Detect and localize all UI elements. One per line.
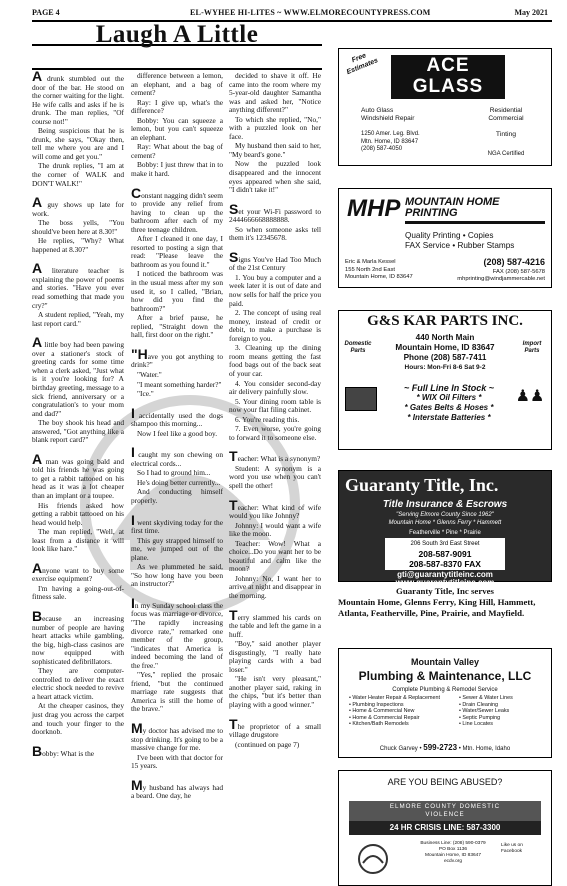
paragraph — [32, 742, 124, 759]
paragraph — [131, 511, 223, 536]
drop-cap: A — [32, 194, 43, 211]
paragraph — [229, 741, 321, 750]
paragraph-text: "He isn't very pleasant," another player said, raking in the chips, "but it's better than playing with a good winner." — [229, 674, 321, 709]
drop-cap: A — [32, 334, 43, 351]
mv-name1: Mountain Valley — [410, 657, 479, 667]
paragraph — [229, 715, 321, 740]
paragraph — [32, 311, 124, 328]
logo-line-1: ACE — [426, 55, 470, 76]
drop-cap: T — [229, 496, 238, 513]
mv-name2: Plumbing & Maintenance, LLC — [358, 669, 532, 683]
paragraph-text: erry slammed his cards on the table and left the game in a huff. — [229, 612, 321, 639]
paragraph — [131, 671, 223, 714]
paragraph — [131, 469, 223, 478]
ace-glass-ad — [338, 48, 552, 166]
paragraph-text: Student: A synonym is a word you use when you can't spell the other! — [229, 463, 321, 490]
abuse-hotline-ad — [338, 770, 552, 886]
paragraph-text: little boy had been pawing over a stationer's stock of greeting cards for some time when a clerk asked, "Just what is it you're looking for? A birthday greeting, message to a sick friend, anniversary or a congratulation's to your mom and dad?" — [32, 340, 124, 418]
paragraph-text: Bobby: I just threw that in to make it hard. — [131, 160, 223, 179]
drop-cap: T — [229, 715, 238, 732]
paragraph-text: His friends asked how getting a rabbit tattooed on his head would help. — [32, 500, 124, 527]
paragraph — [131, 117, 223, 143]
paragraph-text: 5. Your dining room table is now your flat filing cabinet. — [229, 396, 321, 415]
paragraph-text: man was going bald and told his friends he was going to get a rabbit tattooed on his head as it was a lot cheaper than an implant or a toupee. — [32, 456, 124, 500]
ace-services-left: Auto Glass Windshield Repair — [361, 107, 415, 122]
guaranty-title-ad — [338, 470, 552, 587]
drop-cap: I — [131, 404, 135, 421]
paragraph — [131, 479, 223, 488]
drop-cap: B — [32, 742, 43, 759]
paragraph — [229, 675, 321, 709]
paragraph — [229, 522, 321, 539]
paragraph-text: decided to shave it off. He came into the room where my 5-year-old daughter Samantha was and asked her, "Notice anything different?" — [229, 71, 321, 115]
dv-org: ELMORE COUNTY DOMESTIC VIOLENCE — [349, 801, 541, 821]
paragraph-text: Ray: What about the bag of cement? — [131, 142, 223, 160]
bowling-pins-icon: ♟♟ — [515, 388, 545, 405]
paragraph-text: To which she replied, "No," with a puzzled look on her face. — [229, 114, 321, 141]
paragraph-text: The man replied, "Well, at least from a distance it will look like hare." — [32, 527, 124, 554]
paragraph — [229, 465, 321, 491]
paragraph-text: guy shows up late for work. — [32, 200, 124, 218]
paragraph — [229, 416, 321, 425]
drop-cap: A — [32, 559, 43, 576]
paragraph — [32, 194, 124, 218]
paragraph-text: Ray: I give up, what's the difference? — [131, 97, 223, 116]
paragraph-text: 2. The concept of using real money, instead of credit or debit, to make a purchase is foreign to you. — [229, 308, 321, 343]
drop-cap: M — [131, 776, 143, 793]
paragraph-text: I'm having a going-out-of-fitness sale. — [32, 583, 124, 602]
paragraph-text: y husband has always had a beard. One day, he — [131, 782, 223, 801]
paragraph-text: They are computer-controlled to deliver the exact electric shock needed to revive a heart attack victim. — [32, 666, 124, 701]
paragraph — [32, 219, 124, 236]
paragraph-text: ecause an increasing number of people are having heart attacks while gambling, the big, high-class casinos are now equipped with sophisticated defibrillators. — [32, 613, 124, 666]
paragraph — [131, 161, 223, 178]
mountain-valley-ad — [338, 648, 552, 758]
paragraph — [229, 640, 321, 674]
paragraph — [131, 594, 223, 670]
dv-contact: Business Line: (208) 590-0379 PO Box 1136 Mountain Home, ID 83647 ecdv.org — [420, 841, 486, 864]
paragraph-text: went skydiving today for the first time. — [131, 517, 223, 536]
paragraph — [32, 450, 124, 501]
paragraph — [131, 314, 223, 340]
paragraph-text: "I meant something harder?" — [137, 379, 222, 389]
paragraph — [229, 200, 321, 225]
drop-cap: C — [131, 184, 142, 201]
paragraph-text: 1. You buy a computer and a week later it is out of date and now sells for half the price you paid. — [229, 272, 321, 308]
paragraph-text: Now I feel like a good boy. — [137, 428, 218, 438]
paragraph-text: He's doing better currently... — [137, 477, 221, 487]
paragraph — [32, 334, 124, 418]
mv-contact: Chuck Garvey • 599-2723 • Mtn. Home, Idaho — [379, 743, 511, 752]
paragraph — [229, 425, 321, 442]
paragraph — [229, 575, 321, 601]
paragraph — [131, 270, 223, 313]
paragraph-text: (continued on page 7) — [235, 739, 300, 749]
paragraph — [32, 260, 124, 310]
paragraph-text: et your Wi-Fi password to 2444666668888888. — [229, 206, 321, 225]
paragraph-text: igns You've Had Too Much of the 21st Century — [229, 254, 321, 273]
paragraph — [229, 398, 321, 415]
paragraph-text: difference between a lemon, an elephant, and a bag of cement? — [131, 71, 223, 98]
paragraph-text: This guy strapped himself to me, we jumped out of the plane. — [131, 535, 223, 562]
paragraph-text: And conducting himself properly. — [131, 487, 223, 505]
issue-date: May 2021 — [514, 8, 548, 17]
paragraph — [32, 559, 124, 584]
paragraph — [32, 127, 124, 161]
paragraph-text: I've been with that doctor for 15 years. — [131, 752, 223, 771]
paragraph — [131, 537, 223, 563]
gt-address: Featherville * Pine * Prairie — [409, 530, 481, 536]
paragraph-text: I noticed the bathroom was in the usual mess after my son used it, so I called, "Brian, how did you find the bathroom?" — [131, 269, 223, 313]
drop-cap: S — [229, 200, 239, 217]
paragraph — [131, 184, 224, 235]
article-column-1 — [32, 68, 124, 866]
paragraph-text: n my Sunday school class the focus was marriage or divorce, "The rapidly increasing divorce rate," remarked one member of the group, "indicates that America is indeed becoming the land of the free." — [131, 600, 223, 670]
mhp-services: Quality Printing • Copies FAX Service • Rubber Stamps — [405, 231, 515, 250]
paragraph — [131, 381, 223, 390]
paragraph — [229, 72, 321, 115]
divider — [405, 221, 545, 224]
paragraph-text: "Yes," replied the prosaic friend, "but the continued marriage rate suggests that America is still the home of the brave." — [131, 670, 223, 714]
paragraph — [32, 607, 124, 666]
page-number: PAGE 4 — [32, 8, 60, 17]
drop-cap: A — [32, 68, 43, 84]
paragraph — [131, 404, 223, 429]
paragraph-text: literature teacher is explaining the power of poems and stories. "Have you ever read something that made you cry?" — [32, 266, 124, 310]
hands-icon — [353, 841, 393, 877]
paragraph-text: 4. You consider second-day air delivery painfully slow. — [229, 378, 321, 397]
paragraph-text: As we plummeted he said, "So how long have you been an instructor?" — [131, 562, 223, 589]
paragraph-text: So when someone asks tell them it's 12345678. — [229, 224, 321, 243]
paragraph — [131, 488, 223, 505]
paragraph — [131, 143, 223, 160]
page-header — [32, 8, 552, 22]
mhp-phone: (208) 587-4216 FAX (208) 587-5678 mhprinting@windjammercable.net — [457, 257, 545, 282]
masthead: EL-WYHEE HI-LITES ~ WWW.ELMORECOUNTYPRESS.COM — [190, 8, 431, 17]
paragraph-text: accidentally used the dogs shampoo this morning... — [131, 410, 223, 429]
ace-address: 1250 Amer. Leg. Blvd. Mtn. Home, ID 83647 (208) 587-4050 — [361, 131, 420, 152]
paragraph — [229, 380, 321, 397]
paragraph-text: 6. You're reading this. — [235, 414, 300, 424]
paragraph-text: eacher: What is a synonym? — [237, 454, 321, 464]
paragraph — [131, 430, 223, 439]
paragraph-text: After I cleaned it one day, I resorted to posting a sign that read: "Please leave the bathroom as you found it." — [131, 234, 223, 269]
paragraph — [229, 274, 321, 308]
paragraph — [32, 528, 124, 554]
gs-address: 440 North Main Mountain Home, ID 83647 Phone (208) 587-7411 Hours: Mon-Fri 8-6 Sat 9-2 — [395, 333, 495, 371]
crisis-line: 24 HR CRISIS LINE: 587-3300 — [349, 821, 541, 835]
article-column-3 — [229, 72, 321, 866]
gt-cities: "Serving Elmore County Since 1962" Mountain Home * Glenns Ferry * Hammett — [388, 512, 502, 526]
paragraph-text: The boss yells, "You should've been here at 8.30!" — [32, 218, 124, 236]
import-parts-label: Import Parts — [522, 341, 542, 354]
ace-glass-logo — [391, 55, 505, 99]
gs-stock: ~ Full Line In Stock ~ * WIX Oil Filters * * Gates Belts & Hoses * * Interstate Batteries * — [403, 383, 495, 422]
paragraph — [131, 444, 223, 468]
paragraph-text: The boy shook his head and answered, "Got anything like a blank report card?" — [32, 418, 124, 445]
paragraph — [32, 162, 124, 188]
paragraph — [131, 563, 223, 589]
paragraph — [229, 116, 321, 142]
mv-services-left: • Water Heater Repair & Replacement • Plumbing Inspections • Home & Commercial New • Home & Commercial Repair • Kitchen/Bath Remodels — [349, 695, 440, 728]
paragraph — [32, 502, 124, 528]
paragraph-text: obby: What is the — [42, 748, 95, 758]
paragraph-text: ave you got anything to drink?" — [131, 351, 223, 370]
paragraph-text: he proprietor of a small village drugstore — [229, 721, 321, 740]
paragraph-text: The drunk replies, "I am at the corner of WALK and DON'T WALK!" — [32, 161, 124, 188]
drop-cap: T — [229, 606, 238, 623]
paragraph — [131, 235, 223, 269]
paragraph — [32, 585, 124, 602]
ace-certified: NGA Certified — [487, 151, 525, 157]
paragraph — [32, 702, 124, 736]
gt-web: gti@guarantytitleinc.com www.guarantytitleinc.com — [395, 570, 495, 587]
paragraph — [32, 667, 124, 701]
paragraph — [229, 540, 321, 574]
drop-cap: T — [229, 448, 238, 465]
paragraph-text: 7. Even worse, you're going to forward it to someone else. — [229, 424, 321, 442]
paragraph — [229, 309, 321, 343]
mhp-contact: Eric & Marla Kessel 155 North 2nd East Mountain Home, ID 83647 — [345, 259, 413, 280]
paragraph-text: A student replied, "Yeah, my last report card." — [32, 310, 124, 328]
paragraph — [229, 248, 321, 273]
free-estimates-tag: Free Estimates — [345, 52, 380, 77]
paragraph — [229, 496, 321, 521]
gt-sub: Title Insurance & Escrows — [382, 499, 508, 510]
paragraph-text: 3. Cleaning up the dining room means getting the fast food bags out of the back seat of your car. — [229, 343, 321, 378]
paragraph — [229, 606, 321, 640]
paragraph-text: "Water." — [137, 369, 162, 379]
drop-cap: S — [229, 248, 239, 265]
paragraph — [229, 142, 321, 159]
drop-cap: I — [131, 444, 135, 461]
drop-cap: I — [131, 594, 135, 611]
paragraph — [131, 776, 223, 801]
paragraph-text: "Boy," said another player disgustingly, "I really hate playing cards with a bad loser." — [229, 639, 321, 674]
paragraph-text: "Ice." — [137, 389, 154, 399]
paragraph-text: Johnny: No, I want her to arrive at night and disappear in the morning. — [229, 573, 321, 600]
ace-tinting: Tinting — [495, 131, 517, 138]
drop-cap: A — [32, 450, 43, 467]
ace-services-right: Residential Commercial — [488, 107, 524, 122]
paragraph — [229, 226, 321, 243]
drop-cap: B — [32, 607, 43, 624]
paragraph — [131, 371, 223, 380]
paragraph-text: eacher: What kind of wife would you like Johnny? — [229, 502, 321, 521]
paragraph — [32, 419, 124, 445]
page-title: Laugh A Little — [95, 21, 259, 48]
mhp-name: MOUNTAIN HOME PRINTING — [405, 196, 500, 219]
paragraph — [131, 345, 223, 370]
facebook-note: Like us on Facebook — [501, 843, 523, 854]
gt-name: Guaranty Title, Inc. — [345, 475, 499, 495]
paragraph — [229, 344, 321, 378]
paragraph-text: Now the puzzled look disappeared and the innocent eyes appeared when she said, "I didn't take it!" — [229, 159, 321, 195]
article-column-2 — [131, 72, 223, 866]
drop-cap: A — [32, 260, 43, 277]
paragraph-text: Johnny: I would want a wife like the moon. — [229, 520, 321, 539]
paragraph — [229, 160, 321, 194]
paragraph-text: At the cheaper casinos, they just drag you across the carpet and touch your finger to the doorknob. — [32, 701, 124, 737]
paragraph-text: y doctor has advised me to stop drinking. It's going to be a massive change for me. — [131, 726, 223, 753]
paragraph-text: caught my son chewing on electrical cords... — [131, 450, 223, 468]
paragraph-text: My husband then said to her, "My beard's gone." — [229, 141, 321, 159]
mv-sub: Complete Plumbing & Remodel Service — [392, 687, 498, 693]
paragraph-text: Teacher: Wow! What a choice...Do you want her to be beautiful and calm like the moon? — [229, 538, 321, 574]
battery-icon — [345, 387, 377, 411]
gt-phones: 206 South 3rd East Street 208-587-9091 208-587-8370 FAX — [385, 538, 505, 570]
drop-cap: M — [131, 720, 143, 736]
gs-name: G&S KAR PARTS INC. — [367, 313, 523, 329]
gt-serves-note: Guaranty Title, Inc serves Mountain Home, Glenns Ferry, King Hill, Hammett, Atlanta, Featherville, Pine, Prairie, and Mayfield. — [338, 586, 536, 618]
drop-cap: I — [131, 511, 135, 528]
paragraph — [131, 754, 223, 771]
paragraph — [32, 68, 124, 126]
paragraph — [32, 237, 124, 254]
paragraph-text: He replies, "Why? What happened at 8.30?" — [32, 236, 124, 254]
logo-line-2: GLASS — [412, 76, 484, 97]
paragraph — [131, 72, 223, 98]
paragraph-text: drunk stumbled out the door of the bar. He stood on the corner waiting for the light. He wife calls and asks if he is drunk. The man replies, "Of course not!" — [32, 74, 124, 126]
drop-cap: "H — [131, 345, 148, 362]
paragraph-text: onstant nagging didn't seem to provide any relief from having to clean up the bathroom after each of my three teenage children. — [131, 190, 224, 234]
paragraph-text: Bobby: You can squeeze a lemon, but you can't squeeze an elephant. — [131, 115, 223, 142]
abuse-question: ARE YOU BEING ABUSED? — [387, 777, 503, 787]
domestic-parts-label: Domestic Parts — [344, 341, 372, 354]
mv-services-right: • Sewer & Water Lines • Drain Cleaning • Water/Sewer Leaks • Septic Pumping • Line Locates — [459, 695, 513, 728]
gs-kar-parts-ad — [338, 310, 552, 450]
paragraph-text: After a brief pause, he replied, "Straight down the hall, first door on the right." — [131, 313, 223, 340]
paragraph — [131, 390, 223, 399]
paragraph-text: Being suspicious that he is drunk, she says, "Okay then, tell me where you are and I will come and get you." — [32, 126, 124, 161]
paragraph-text: nyone want to buy some exercise equipment? — [32, 565, 124, 584]
mhp-logo: MHP — [347, 195, 401, 222]
paragraph — [131, 99, 223, 116]
paragraph-text: So I had to ground him... — [137, 468, 211, 478]
mhp-printing-ad — [338, 188, 552, 288]
paragraph — [131, 720, 223, 753]
paragraph — [229, 448, 321, 465]
